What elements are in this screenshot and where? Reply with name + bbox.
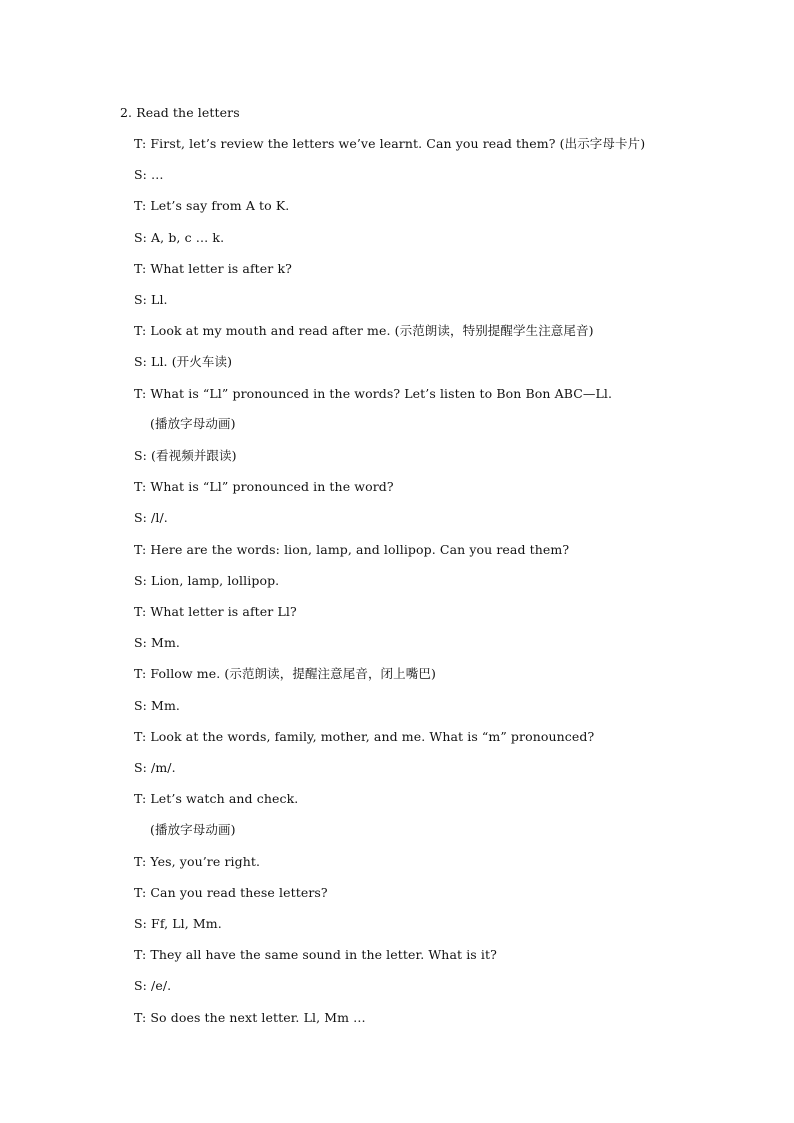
- dialogue-line: S: /l/.: [134, 510, 168, 525]
- dialogue-line: T: What is “Ll” pronounced in the word?: [134, 479, 394, 494]
- dialogue-line: S: /m/.: [134, 760, 176, 775]
- dialogue-line: T: Let’s watch and check.: [134, 791, 299, 806]
- dialogue-line: T: What is “Ll” pronounced in the words? Let’s listen to Bon Bon ABC—Ll.: [134, 386, 613, 401]
- dialogue-line-continuation: (播放字母动画): [150, 822, 236, 837]
- dialogue-line: S: Mm.: [134, 698, 180, 713]
- dialogue-line: T: Look at my mouth and read after me. (示范朗读，特别提醒学生注意尾音): [134, 323, 594, 338]
- dialogue-line: T: Follow me. (示范朗读，提醒注意尾音，闭上嘴巴): [134, 666, 436, 681]
- dialogue-line: T: Here are the words: lion, lamp, and lollipop. Can you read them?: [134, 542, 570, 557]
- dialogue-line: S: A, b, c … k.: [134, 230, 225, 245]
- dialogue-line: S: (看视频并跟读): [134, 448, 237, 463]
- dialogue-line: T: Can you read these letters?: [134, 885, 328, 900]
- dialogue-line-continuation: (播放字母动画): [150, 416, 236, 431]
- dialogue-line: S: Mm.: [134, 635, 180, 650]
- dialogue-line: T: First, let’s review the letters we’ve learnt. Can you read them? (出示字母卡片): [134, 136, 646, 151]
- dialogue-line: T: Look at the words, family, mother, and me. What is “m” pronounced?: [134, 729, 595, 744]
- dialogue-line: T: What letter is after Ll?: [134, 604, 297, 619]
- section-heading: 2. Read the letters: [120, 105, 240, 120]
- dialogue-line: T: So does the next letter. Ll, Mm …: [134, 1010, 366, 1025]
- dialogue-line: S: Ll. (开火车读): [134, 354, 233, 369]
- dialogue-line: T: They all have the same sound in the letter. What is it?: [134, 947, 497, 962]
- dialogue-line: T: Let’s say from A to K.: [134, 198, 290, 213]
- dialogue-line: S: Ff, Ll, Mm.: [134, 916, 222, 931]
- dialogue-line: S: …: [134, 167, 164, 182]
- dialogue-line: T: Yes, you’re right.: [134, 854, 261, 869]
- dialogue-line: S: Lion, lamp, lollipop.: [134, 573, 280, 588]
- dialogue-line: T: What letter is after k?: [134, 261, 292, 276]
- dialogue-line: S: Ll.: [134, 292, 168, 307]
- dialogue-line: S: /e/.: [134, 978, 172, 993]
